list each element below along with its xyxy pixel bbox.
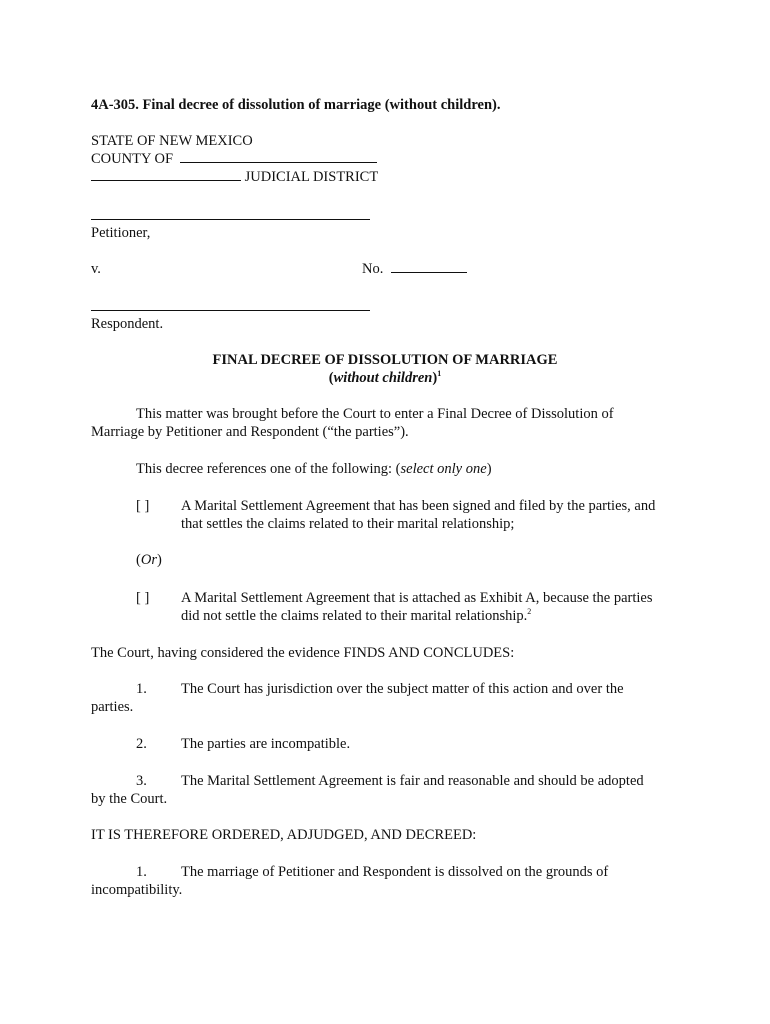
finding-1-number: 1.	[136, 681, 147, 697]
order-1-line-2: incompatibility.	[91, 882, 183, 898]
respondent-label: Respondent.	[91, 316, 164, 332]
option-2-line-2: did not settle the claims related to their marital relationship.$^2$	[181, 607, 532, 624]
references-lead: This decree references one of the following: (select only one)	[136, 461, 492, 477]
finding-2-line-1: The parties are incompatible.	[181, 736, 351, 752]
form-heading: 4A-305. Final decree of dissolution of marriage (without children).	[91, 97, 501, 113]
finding-1-line-1: The Court has jurisdiction over the subject matter of this action and over the	[181, 681, 624, 697]
decree-subtitle: (without children)$^1$	[328, 369, 442, 386]
petitioner-label: Petitioner,	[91, 225, 151, 241]
option-2-line-1: A Marital Settlement Agreement that is attached as Exhibit A, because the parties	[181, 590, 653, 606]
orders-lead: IT IS THEREFORE ORDERED, ADJUDGED, AND DECREED:	[91, 827, 477, 843]
intro-line-1: This matter was brought before the Court to enter a Final Decree of Dissolution of	[136, 406, 614, 422]
option-2-checkbox[interactable]: [ ]	[136, 590, 150, 606]
case-number-blank[interactable]	[391, 260, 467, 273]
versus-label: v.	[91, 261, 101, 277]
finding-3-number: 3.	[136, 773, 147, 789]
county-blank[interactable]	[180, 150, 377, 163]
footnote-marker-2: 2	[527, 607, 532, 617]
order-1-number: 1.	[136, 864, 147, 880]
district-label: JUDICIAL DISTRICT	[244, 169, 379, 185]
petitioner-name-line[interactable]	[91, 219, 370, 220]
finding-3-line-2: by the Court.	[91, 791, 168, 807]
state-line: STATE OF NEW MEXICO	[91, 133, 253, 149]
intro-line-2: Marriage by Petitioner and Respondent (“the parties”).	[91, 424, 409, 440]
or-label: (Or)	[136, 552, 162, 568]
district-blank[interactable]	[91, 168, 241, 181]
findings-lead: The Court, having considered the evidence FINDS AND CONCLUDES:	[91, 645, 515, 661]
case-number-label: No.	[362, 261, 384, 277]
finding-2-number: 2.	[136, 736, 147, 752]
option-1-line-2: that settles the claims related to their marital relationship;	[181, 516, 515, 532]
respondent-name-line[interactable]	[91, 310, 370, 311]
subtitle-text: without children	[333, 370, 433, 386]
district-line	[91, 168, 378, 186]
county-label: COUNTY OF	[91, 151, 174, 167]
finding-3-line-1: The Marital Settlement Agreement is fair and reasonable and should be adopted	[181, 773, 644, 789]
option-1-checkbox[interactable]: [ ]	[136, 498, 150, 514]
case-number-line	[362, 260, 467, 278]
decree-title: FINAL DECREE OF DISSOLUTION OF MARRIAGE	[212, 352, 558, 368]
footnote-marker-1: 1	[437, 369, 442, 379]
order-1-line-1: The marriage of Petitioner and Respondent is dissolved on the grounds of	[181, 864, 609, 880]
county-line	[91, 150, 377, 168]
finding-1-line-2: parties.	[91, 699, 134, 715]
option-1-line-1: A Marital Settlement Agreement that has been signed and filed by the parties, and	[181, 498, 656, 514]
